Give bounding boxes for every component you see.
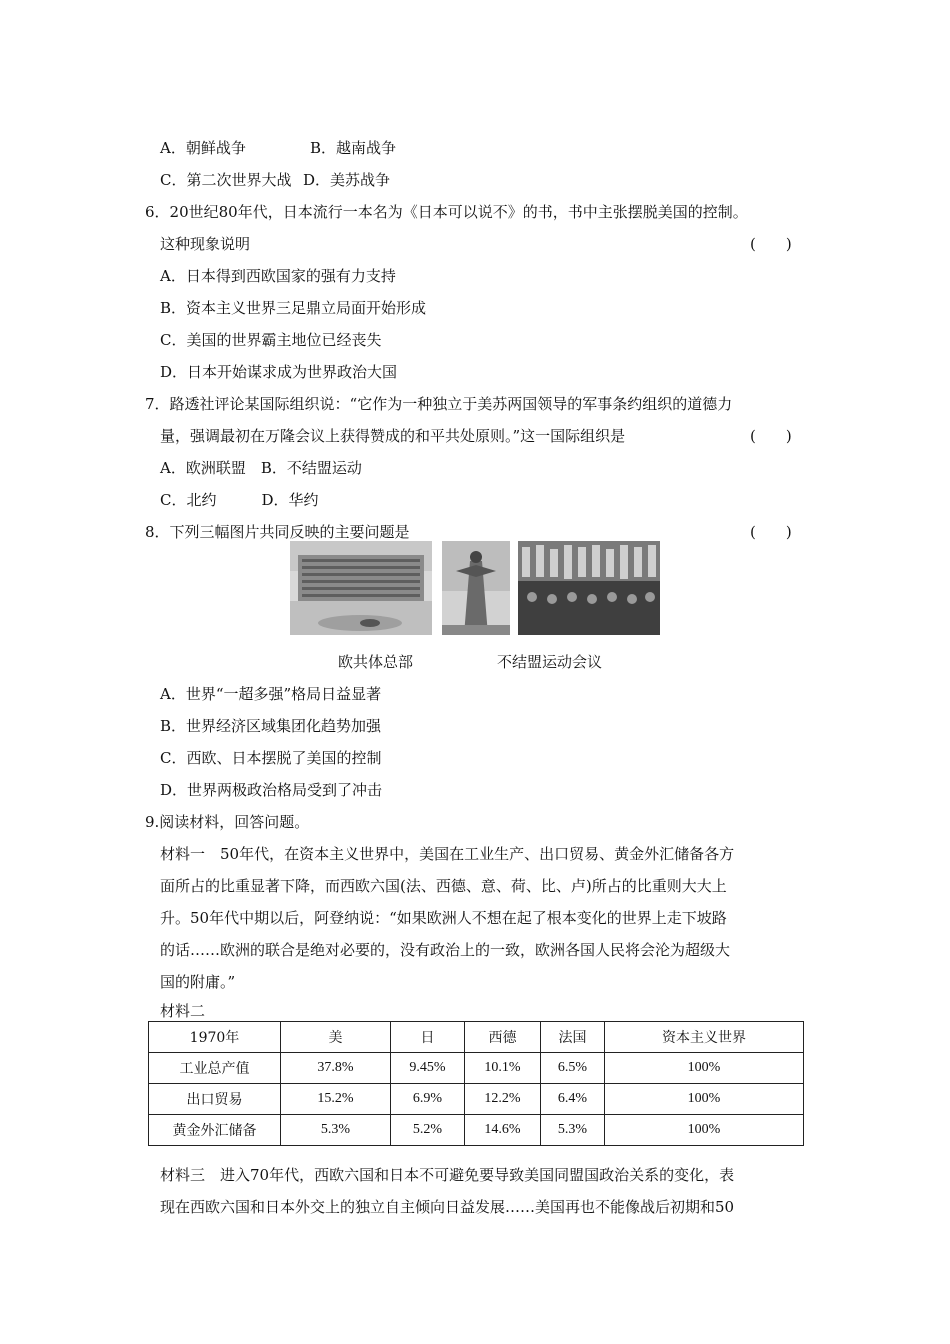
table-header: 美 — [281, 1022, 391, 1053]
table-row — [149, 1053, 804, 1084]
q8-stem: 8．下列三幅图片共同反映的主要问题是 — [145, 523, 410, 541]
table-row — [149, 1084, 804, 1115]
table-header: 法国 — [541, 1022, 605, 1053]
q6-option-d: D．日本开始谋求成为世界政治大国 — [160, 363, 398, 381]
q7-options-cd: C．北约 D．华约 — [160, 491, 319, 509]
q8-option-d: D．世界两极政治格局受到了冲击 — [160, 781, 383, 799]
q5-option-b: B．越南战争 — [310, 139, 397, 157]
q8-answer-blank: ( ) — [750, 523, 792, 541]
table-cell: 5.2% — [391, 1115, 465, 1146]
material2-label: 材料二 — [160, 1002, 206, 1020]
q9-stem: 9.阅读材料，回答问题。 — [145, 813, 310, 831]
q6-stem-line1: 6．20世纪80年代，日本流行一本名为《日本可以说不》的书，书中主张摆脱美国的控制。 — [145, 203, 748, 221]
table-cell: 工业总产值 — [149, 1053, 281, 1084]
q5-option-c: C．第二次世界大战 — [160, 171, 292, 189]
material2-table — [148, 1021, 804, 1146]
table-cell: 37.8% — [281, 1053, 391, 1084]
table-cell: 6.9% — [391, 1084, 465, 1115]
table-cell: 100% — [605, 1084, 804, 1115]
table-cell: 出口贸易 — [149, 1084, 281, 1115]
table-cell: 6.5% — [541, 1053, 605, 1084]
table-cell: 12.2% — [465, 1084, 541, 1115]
table-header: 1970年 — [149, 1022, 281, 1053]
q6-stem-line2: 这种现象说明 — [160, 235, 251, 253]
material1-line3: 升。50年代中期以后，阿登纳说：“如果欧洲人不想在起了根本变化的世界上走下坡路 — [160, 909, 727, 927]
ec-headquarters-photo — [290, 541, 432, 635]
q8-option-c: C．西欧、日本摆脱了美国的控制 — [160, 749, 382, 767]
material1-line4: 的话……欧洲的联合是绝对必要的，没有政治上的一致，欧洲各国人民将会沦为超级大 — [160, 941, 731, 959]
table-cell: 黄金外汇储备 — [149, 1115, 281, 1146]
material1-line5: 国的附庸。” — [160, 973, 236, 991]
q8-option-a: A．世界“一超多强”格局日益显著 — [160, 685, 382, 703]
table-header: 西德 — [465, 1022, 541, 1053]
table-header: 资本主义世界 — [605, 1022, 804, 1053]
table-cell: 100% — [605, 1053, 804, 1084]
q7-answer-blank: ( ) — [750, 427, 792, 445]
q5-option-d: D．美苏战争 — [303, 171, 391, 189]
material3-line2: 现在西欧六国和日本外交上的独立自主倾向日益发展……美国再也不能像战后初期和50 — [160, 1198, 735, 1216]
q7-stem-line2: 量，强调最初在万隆会议上获得赞成的和平共处原则。”这一国际组织是 — [160, 427, 626, 445]
q6-option-c: C．美国的世界霸主地位已经丧失 — [160, 331, 382, 349]
material1-line1: 材料一 50年代，在资本主义世界中，美国在工业生产、出口贸易、黄金外汇储备各方 — [160, 845, 735, 863]
table-row — [149, 1115, 804, 1146]
table-cell: 14.6% — [465, 1115, 541, 1146]
table-cell: 10.1% — [465, 1053, 541, 1084]
q7-stem-line1: 7．路透社评论某国际组织说：“它作为一种独立于美苏两国领导的军事条约组织的道德力 — [145, 395, 733, 413]
table-header: 日 — [391, 1022, 465, 1053]
non-aligned-conference-photo — [518, 541, 660, 635]
q6-option-b: B．资本主义世界三足鼎立局面开始形成 — [160, 299, 427, 317]
figure-caption-ec: 欧共体总部 — [338, 653, 414, 671]
table-cell: 6.4% — [541, 1084, 605, 1115]
tower-photo — [442, 541, 510, 635]
table-header-row — [149, 1022, 804, 1053]
q7-options-ab: A．欧洲联盟 B．不结盟运动 — [160, 459, 362, 477]
q6-option-a: A．日本得到西欧国家的强有力支持 — [160, 267, 396, 285]
table-cell: 5.3% — [281, 1115, 391, 1146]
material3-line1: 材料三 进入70年代，西欧六国和日本不可避免要导致美国同盟国政治关系的变化，表 — [160, 1166, 735, 1184]
figure-caption-nam: 不结盟运动会议 — [497, 653, 603, 671]
table-cell: 5.3% — [541, 1115, 605, 1146]
table-cell: 100% — [605, 1115, 804, 1146]
table-cell: 9.45% — [391, 1053, 465, 1084]
material1-line2: 面所占的比重显著下降，而西欧六国(法、西德、意、荷、比、卢)所占的比重则大大上 — [160, 877, 727, 895]
q8-option-b: B．世界经济区域集团化趋势加强 — [160, 717, 382, 735]
q5-option-a: A．朝鲜战争 — [160, 139, 246, 157]
table-cell: 15.2% — [281, 1084, 391, 1115]
q6-answer-blank: ( ) — [750, 235, 792, 253]
